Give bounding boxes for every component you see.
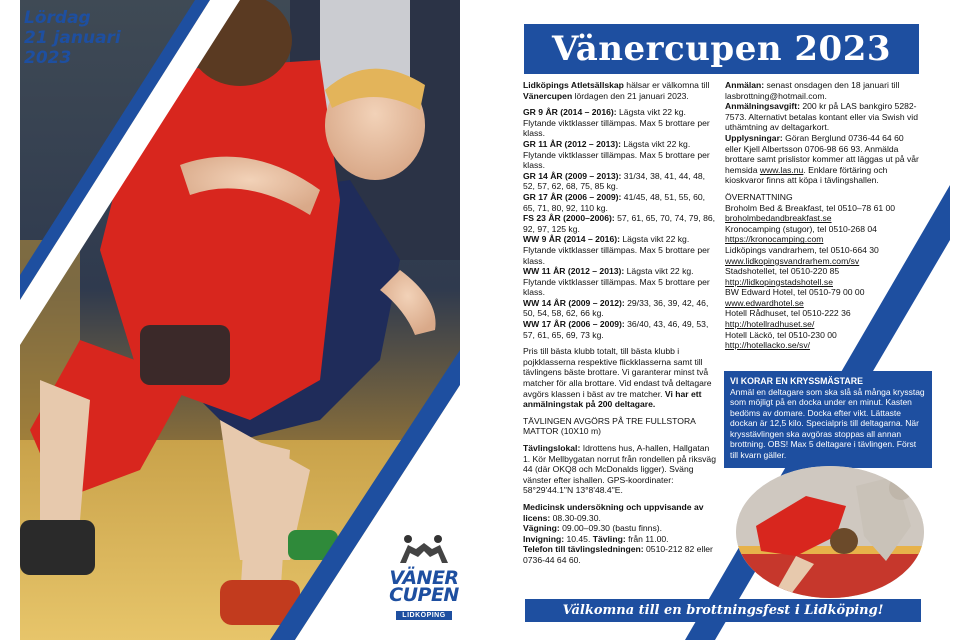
dummy-throw-photo	[736, 466, 924, 598]
class-age: WW 11 ÅR (2012 – 2013):	[523, 266, 625, 277]
class-item	[523, 192, 717, 213]
contact-text: Göran Berglund 0736-44 64 60 eller Kjell Albertsson 0706-98 66 93. Anmälda brottare samt prislistor kommer att läggas ut på vår hemsida	[725, 132, 919, 175]
fee	[725, 101, 920, 133]
class-text: 41/45, 48, 51, 55, 60, 65, 71, 80, 92, 110 kg.	[523, 191, 706, 213]
registration	[725, 80, 920, 101]
mats-info: TÄVLINGEN AVGÖRS PÅ TRE FULLSTORA MATTOR (10X10 m)	[523, 415, 696, 437]
welcome-footer: Välkomna till en brottningsfest i Lidköping!	[525, 599, 921, 622]
date-weekday: Lördag	[24, 8, 91, 28]
lodging-section	[725, 192, 920, 351]
schedule-opening	[523, 534, 717, 545]
event-date	[24, 8, 121, 68]
class-text: Lägsta vikt 22 kg. Flytande viktklasser tillämpas. Max 5 brottare per klass.	[523, 138, 710, 171]
class-age: GR 11 ÅR (2012 – 2013):	[523, 138, 621, 149]
class-text: 29/33, 36, 39, 42, 46, 50, 54, 58, 62, 66 kg.	[523, 297, 709, 319]
lodging-link[interactable]: http://lidkopingstadshotell.se	[725, 276, 833, 287]
vanercupen-logo	[376, 533, 472, 623]
class-text: 57, 61, 65, 70, 74, 79, 86, 92, 97, 125 kg.	[523, 213, 716, 234]
lodging-link[interactable]: https://kronocamping.com	[725, 234, 824, 245]
poster-title: Vänercupen 2023	[524, 24, 919, 74]
lodging-title: ÖVERNATTNING	[725, 191, 793, 202]
medical-label: Medicinsk undersökning och uppvisande av licens:	[523, 501, 704, 523]
registration-text: senast onsdagen den 18 januari till lasbrottning@hotmail.com.	[725, 80, 900, 101]
venue-text: Idrottens hus, A-hallen, Hallgatan 1. Kör Mellbygatan norrut från rondellen på riksväg 44 (där OKQ8 och McDonalds ligger). Sväng vänster efter ishallen. GPS-koordinater: 58°29'44.1"N 13°8'48.4"E.	[523, 443, 716, 496]
class-item	[523, 213, 717, 234]
intro-text: hälsar er välkomna till	[623, 80, 710, 90]
class-item	[523, 139, 717, 171]
prize-paragraph	[523, 346, 717, 410]
class-text: 36/40, 43, 46, 49, 53, 57, 61, 65, 69, 73 kg.	[523, 319, 709, 340]
contact-label: Upplysningar:	[725, 132, 783, 143]
schedule-weighin	[523, 523, 717, 534]
venue-label: Tävlingslokal:	[523, 443, 581, 453]
class-item	[523, 266, 717, 298]
info-column-left	[523, 80, 717, 566]
organizer-name: Lidköpings Atletsällskap	[523, 80, 624, 90]
cup-name: Vänercupen	[523, 90, 573, 101]
logo-word-vaner: VÄNER	[389, 567, 459, 589]
lodging-link[interactable]: http://hotellradhuset.se/	[725, 319, 815, 330]
competition-time: från 11.00.	[625, 533, 669, 544]
class-text: Lägsta vikt 22 kg. Flytande viktklasser tillämpas. Max 5 brottare per klass.	[523, 107, 710, 139]
class-age: GR 14 ÅR (2009 – 2013):	[523, 170, 622, 181]
class-item	[523, 319, 717, 340]
dummy-throw-illustration	[736, 466, 924, 598]
schedule	[523, 502, 717, 566]
medical-time: 08.30-09.30.	[550, 512, 601, 523]
class-item	[523, 298, 717, 319]
class-age: GR 17 ÅR (2006 – 2009):	[523, 191, 622, 202]
logo-word-cupen: CUPEN	[389, 584, 459, 606]
class-item	[523, 234, 717, 266]
kryss-title: VI KORAR EN KRYSSMÄSTARE	[730, 376, 863, 386]
schedule-medical	[523, 502, 717, 523]
intro-text-end: lördagen den 21 januari 2023.	[572, 90, 689, 101]
weighin-label: Vägning:	[523, 523, 560, 534]
lodging-item: Lidköpings vandrarhem, tel 0510-664 30	[725, 244, 879, 255]
prize-text: Pris till bästa klubb totalt, till bästa klubb i pojkklasserna respektive flickklasserna samt till tävlingens bäste brottare. Vi garanterar minst två matcher för alla brottare. Vid endast två deltagare avgörs klassen i bäst av tre matcher.	[523, 346, 712, 399]
class-item	[523, 171, 717, 192]
lodging-item: Kronocamping (stugor), tel 0510-268 04	[725, 223, 877, 234]
class-age: GR 9 ÅR (2014 – 2016):	[523, 107, 617, 118]
intro-paragraph	[523, 80, 717, 101]
lodging-item: Hotell Rådhuset, tel 0510-222 36	[725, 308, 851, 319]
weighin-time: 09.00–09.30 (bastu finns).	[559, 523, 663, 534]
kryss-info-box	[724, 371, 932, 468]
kryss-text: Anmäl en deltagare som ska slå så många krysstag som möjligt på en docka under en minut. Kasten bedöms av domare. Docka efter vikt. Lättaste dockan är 12,5 kilo. Specialpris till deltagarna. När krysstävlingen ska avgöras stoppas all annan brottning. OBS! Max 5 deltagare i tävlingen. Först till kvarn gäller.	[730, 386, 925, 460]
class-item	[523, 107, 717, 139]
website-link[interactable]: www.las.nu	[759, 164, 804, 175]
lodging-item: BW Edward Hotel, tel 0510-79 00 00	[725, 287, 865, 298]
venue-paragraph	[523, 443, 717, 496]
weight-classes	[523, 107, 717, 340]
lodging-link[interactable]: www.edwardhotel.se	[725, 297, 804, 308]
fee-label: Anmälningsavgift:	[725, 101, 800, 112]
participant-cap: Vi har ett anmälningstak på 200 deltagare.	[523, 388, 702, 410]
wrestlers-logo-icon	[394, 533, 454, 565]
class-age: FS 23 ÅR (2000–2006):	[523, 213, 615, 224]
class-age: WW 9 ÅR (2014 – 2016):	[523, 234, 620, 245]
phone-number: 0510-212 82 eller 0736-44 64 60.	[523, 544, 713, 565]
lodging-item: Stadshotellet, tel 0510-220 85	[725, 266, 840, 277]
lodging-link[interactable]: broholmbedandbreakfast.se	[725, 213, 832, 224]
class-age: WW 14 ÅR (2009 – 2012):	[523, 297, 625, 308]
lodging-link[interactable]: www.lidkopingsvandrarhem.com/sv	[725, 255, 860, 266]
class-text: Lägsta vikt 22 kg. Flytande viktklasser tillämpas. Max 5 brottare per klass.	[523, 266, 710, 298]
schedule-phone	[523, 544, 717, 565]
class-text: Lägsta vikt 22 kg. Flytande viktklasser tillämpas. Max 5 brottare per klass.	[523, 234, 710, 266]
date-day-month: 21 januari	[24, 28, 121, 49]
lodging-item: Broholm Bed & Breakfast, tel 0510–78 61 00	[725, 202, 896, 213]
info-column-right	[725, 80, 920, 351]
competition-label: Tävling:	[592, 533, 626, 544]
class-text: 31/34, 38, 41, 44, 48, 52, 57, 62, 68, 75, 85 kg.	[523, 170, 706, 192]
contact-text-end: . Enklare förtäring och kioskvaror finns att köpa i tävlingshallen.	[725, 164, 888, 186]
phone-label: Telefon till tävlingsledningen:	[523, 544, 644, 555]
lodging-item: Hotell Läckö, tel 0510-230 00	[725, 329, 837, 340]
lodging-link[interactable]: http://hotellacko.se/sv/	[725, 340, 811, 351]
fee-text: 200 kr på LAS bankgiro 5282- 7573. Alternativt betalas kontant eller via Swish vid uthämtning av deltagarkort.	[725, 101, 918, 133]
contact-info	[725, 133, 920, 186]
date-year: 2023	[24, 48, 72, 69]
opening-label: Invigning:	[523, 533, 565, 544]
opening-time: 10.45.	[564, 533, 593, 544]
registration-label: Anmälan:	[725, 80, 765, 90]
logo-city: LIDKÖPING	[396, 611, 451, 620]
class-age: WW 17 ÅR (2006 – 2009):	[523, 319, 625, 330]
